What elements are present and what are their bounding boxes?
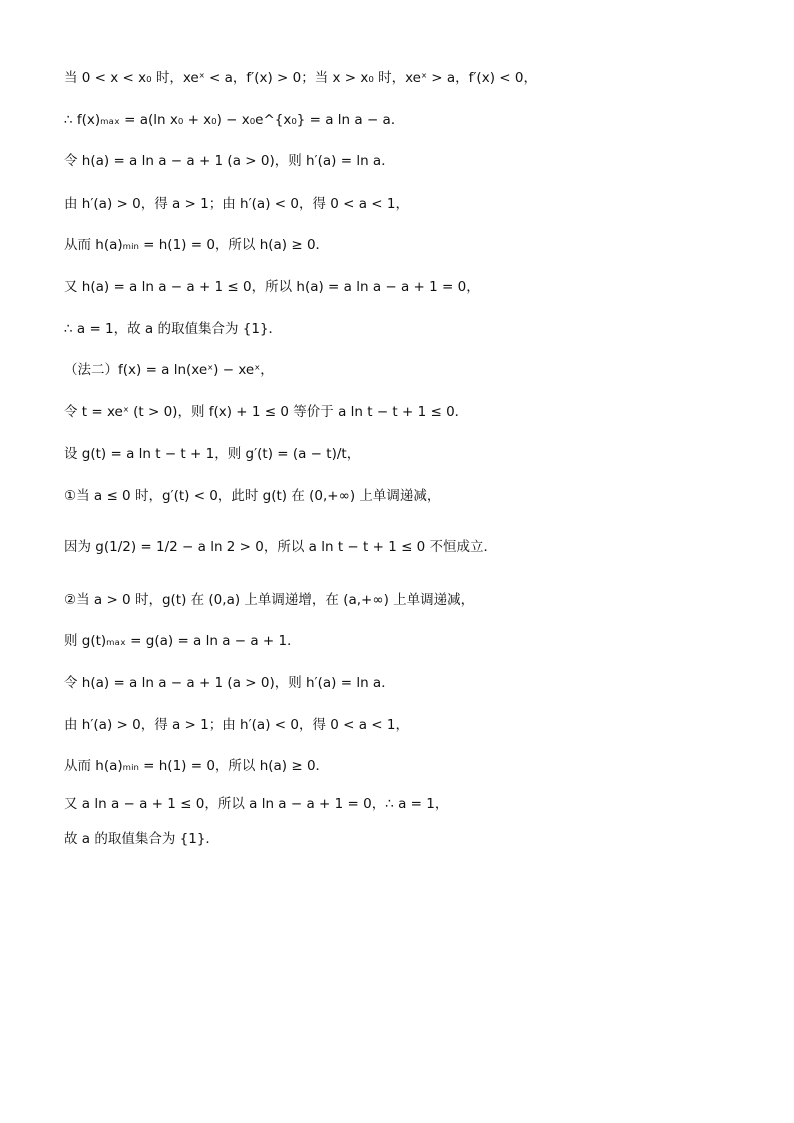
solution-line-17: 从而 h(a)ₘᵢₙ = h(1) = 0，所以 h(a) ≥ 0． bbox=[64, 758, 330, 774]
solution-line-7: ∴ a = 1，故 a 的取值集合为 {1}． bbox=[64, 321, 283, 337]
solution-line-15: 令 h(a) = a ln a − a + 1 (a > 0)，则 h′(a) = ln a． bbox=[64, 675, 395, 691]
solution-line-6: 又 h(a) = a ln a − a + 1 ≤ 0，所以 h(a) = a ln a − a + 1 = 0， bbox=[64, 279, 480, 295]
solution-line-10: 设 g(t) = a ln t − t + 1，则 g′(t) = (a − t)/t， bbox=[64, 446, 361, 462]
solution-line-4: 由 h′(a) > 0，得 a > 1；由 h′(a) < 0，得 0 < a < 1， bbox=[64, 196, 409, 212]
solution-line-8: （法二）f(x) = a ln(xeˣ) − xeˣ， bbox=[64, 362, 274, 378]
solution-line-2: ∴ f(x)ₘₐₓ = a(ln x₀ + x₀) − x₀e^{x₀} = a ln a − a． bbox=[64, 112, 405, 128]
solution-line-16: 由 h′(a) > 0，得 a > 1；由 h′(a) < 0，得 0 < a < 1， bbox=[64, 717, 409, 733]
solution-line-13: ②当 a > 0 时，g(t) 在 (0,a) 上单调递增，在 (a,+∞) 上单调递减， bbox=[64, 592, 475, 608]
solution-line-3: 令 h(a) = a ln a − a + 1 (a > 0)，则 h′(a) = ln a． bbox=[64, 153, 395, 169]
solution-line-1: 当 0 < x < x₀ 时，xeˣ < a，f′(x) > 0；当 x > x₀ 时，xeˣ > a，f′(x) < 0， bbox=[64, 70, 537, 86]
solution-line-9: 令 t = xeˣ (t > 0)，则 f(x) + 1 ≤ 0 等价于 a ln t − t + 1 ≤ 0． bbox=[64, 404, 469, 420]
solution-line-11: ①当 a ≤ 0 时，g′(t) < 0，此时 g(t) 在 (0,+∞) 上单调递减， bbox=[64, 488, 441, 504]
solution-line-19: 故 a 的取值集合为 {1}． bbox=[64, 831, 219, 847]
solution-line-5: 从而 h(a)ₘᵢₙ = h(1) = 0，所以 h(a) ≥ 0． bbox=[64, 237, 330, 253]
solution-line-18: 又 a ln a − a + 1 ≤ 0，所以 a ln a − a + 1 = 0，∴ a = 1， bbox=[64, 796, 449, 812]
solution-line-14: 则 g(t)ₘₐₓ = g(a) = a ln a − a + 1． bbox=[64, 633, 301, 649]
solution-line-12: 因为 g(1/2) = 1/2 − a ln 2 > 0，所以 a ln t − t + 1 ≤ 0 不恒成立． bbox=[64, 539, 498, 555]
